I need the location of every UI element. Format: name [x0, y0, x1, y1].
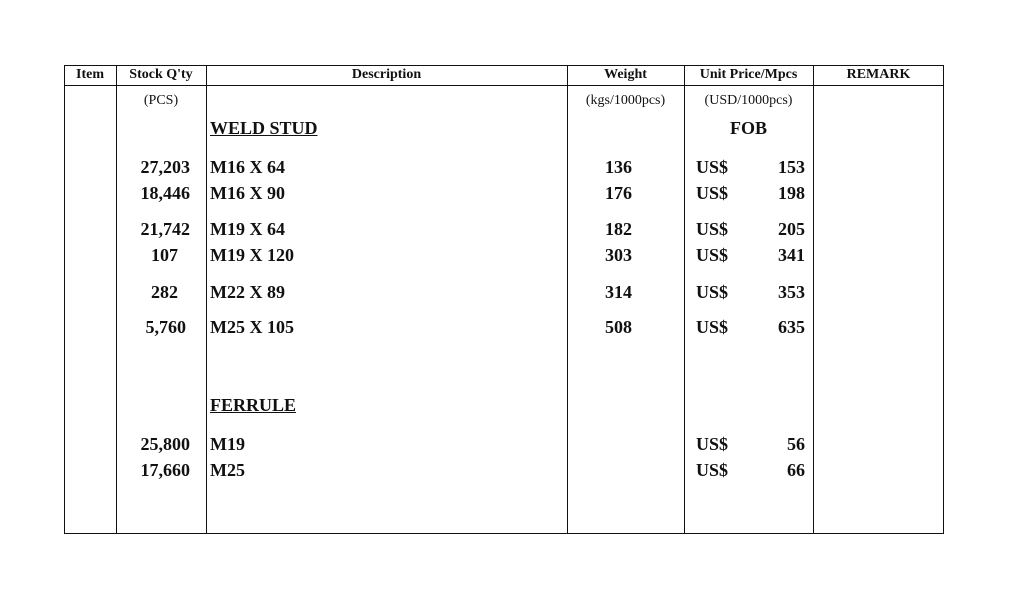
description-cell: M25 — [210, 460, 245, 480]
section-weld-stud: WELD STUD — [210, 118, 318, 138]
unit-weight: (kgs/1000pcs) — [585, 93, 666, 108]
column-divider-price — [813, 65, 814, 534]
currency-cell: US$ — [696, 157, 729, 177]
currency-cell: US$ — [696, 219, 729, 239]
weight-cell: 136 — [605, 157, 632, 177]
weight-cell: 314 — [605, 282, 632, 302]
stock-qty-cell: 5,760 — [145, 317, 186, 337]
header-weight: Weight — [604, 67, 647, 82]
price-cell: 341 — [778, 245, 805, 265]
currency-cell: US$ — [696, 245, 729, 265]
description-cell: M19 — [210, 434, 245, 454]
weight-cell: 303 — [605, 245, 632, 265]
description-cell: M16 X 64 — [210, 157, 285, 177]
column-divider-stock — [206, 65, 207, 534]
header-stock-qty: Stock Q'ty — [129, 67, 193, 82]
unit-price: (USD/1000pcs) — [704, 93, 793, 108]
price-cell: 353 — [778, 282, 805, 302]
stock-qty-cell: 107 — [151, 245, 178, 265]
price-cell: 153 — [778, 157, 805, 177]
description-cell: M16 X 90 — [210, 183, 285, 203]
header-item: Item — [76, 67, 104, 82]
weight-cell: 182 — [605, 219, 632, 239]
description-cell: M25 X 105 — [210, 317, 294, 337]
description-cell: M19 X 120 — [210, 245, 294, 265]
currency-cell: US$ — [696, 317, 729, 337]
price-cell: 66 — [787, 460, 805, 480]
weight-cell: 176 — [605, 183, 632, 203]
header-description: Description — [351, 67, 422, 82]
stock-qty-cell: 21,742 — [140, 219, 190, 239]
price-term-fob: FOB — [729, 118, 767, 138]
stock-qty-cell: 27,203 — [140, 157, 190, 177]
stock-qty-cell: 25,800 — [140, 434, 190, 454]
currency-cell: US$ — [696, 434, 729, 454]
section-ferrule: FERRULE — [210, 395, 297, 415]
description-cell: M22 X 89 — [210, 282, 285, 302]
price-cell: 198 — [778, 183, 805, 203]
header-unit-price: Unit Price/Mpcs — [699, 67, 798, 82]
price-cell: 56 — [787, 434, 805, 454]
description-cell: M19 X 64 — [210, 219, 285, 239]
price-cell: 635 — [778, 317, 805, 337]
price-cell: 205 — [778, 219, 805, 239]
header-divider — [64, 85, 944, 86]
stock-qty-cell: 17,660 — [140, 460, 190, 480]
weight-cell: 508 — [605, 317, 632, 337]
stock-qty-cell: 18,446 — [140, 183, 190, 203]
currency-cell: US$ — [696, 460, 729, 480]
unit-stock-qty: (PCS) — [143, 93, 179, 108]
currency-cell: US$ — [696, 282, 729, 302]
currency-cell: US$ — [696, 183, 729, 203]
stock-qty-cell: 282 — [151, 282, 178, 302]
header-remark: REMARK — [846, 67, 911, 82]
